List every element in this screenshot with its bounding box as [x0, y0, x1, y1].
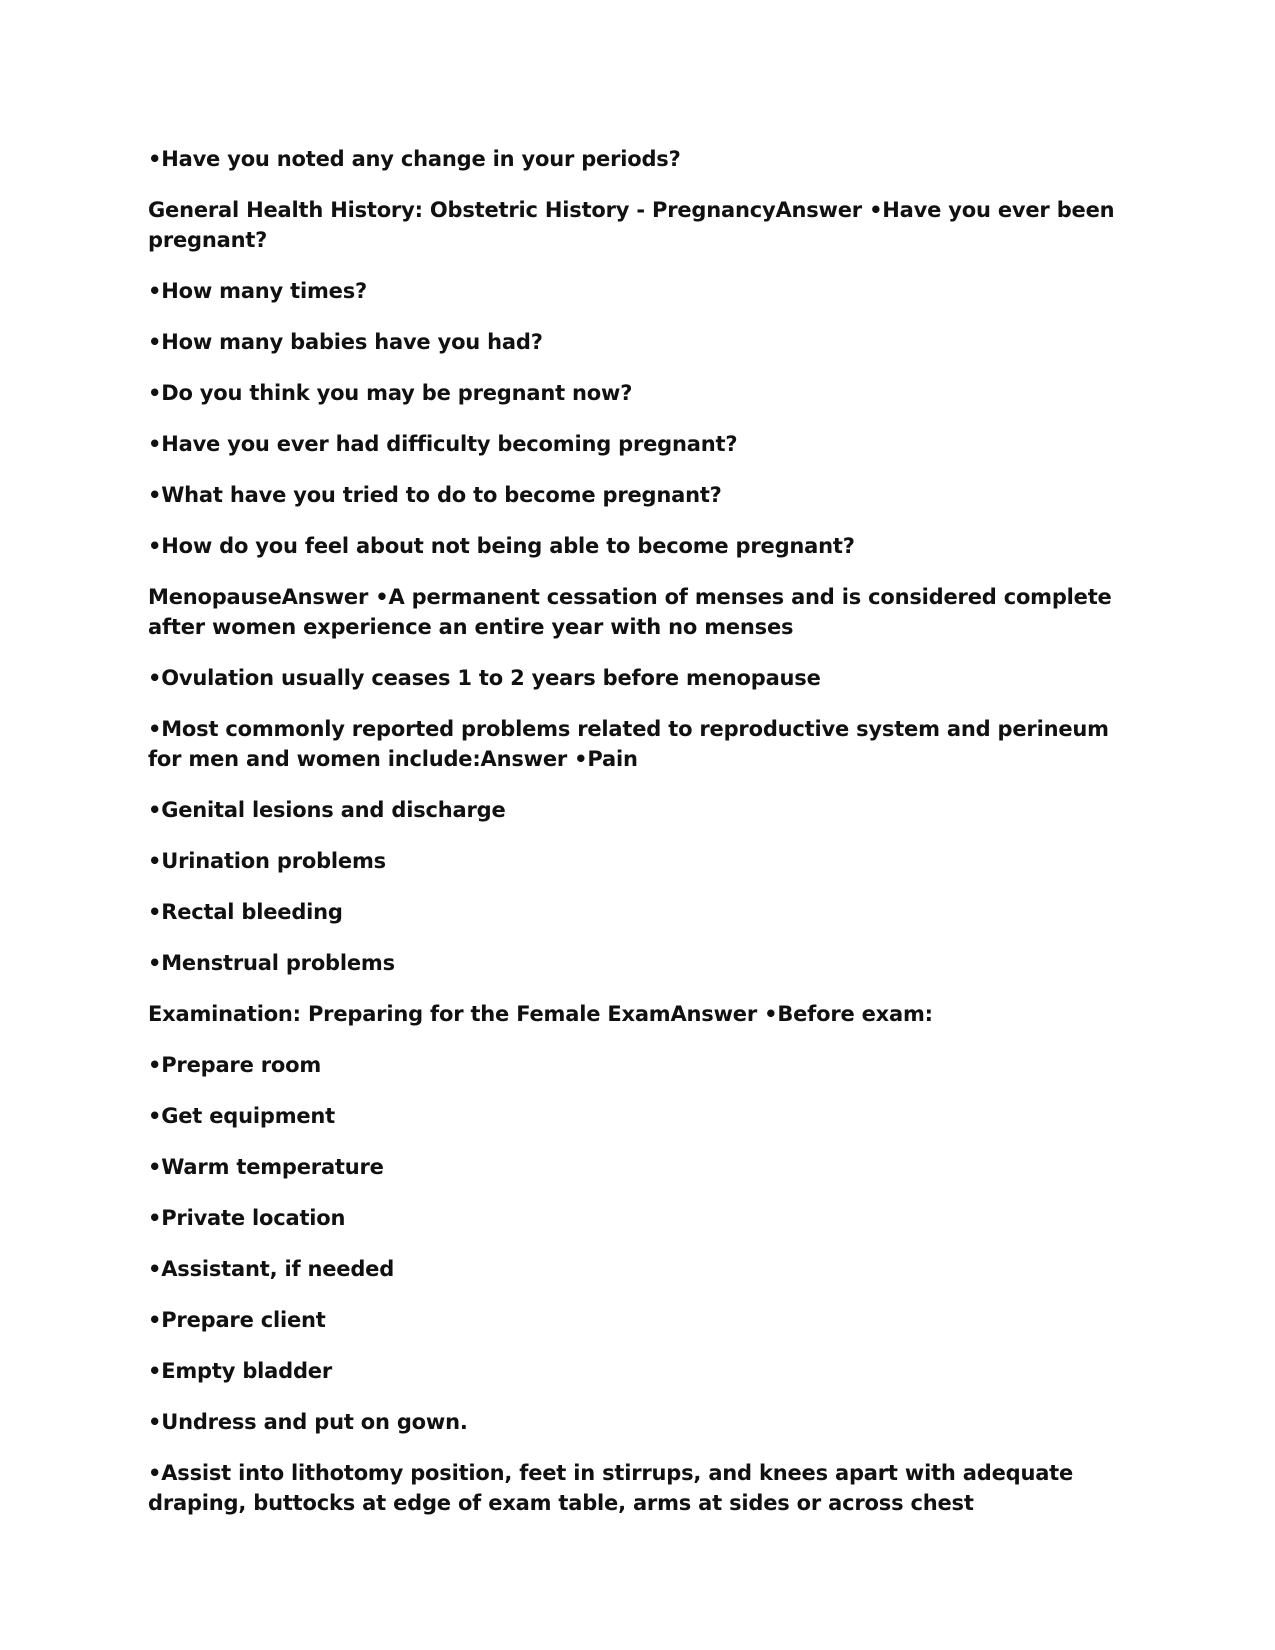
list-item: •Have you ever had difficulty becoming pregnant?: [148, 432, 738, 456]
list-item: •Prepare room: [148, 1053, 322, 1077]
document-body: [148, 144, 1138, 1539]
list-item: •Do you think you may be pregnant now?: [148, 381, 633, 405]
list-item: •How do you feel about not being able to become pregnant?: [148, 534, 855, 558]
list-item: •Empty bladder: [148, 1359, 332, 1383]
reported-problems-heading: •Most commonly reported problems related to reproductive system and perineum for men and women include:Answer •Pain: [148, 717, 1109, 771]
list-item: •What have you tried to do to become pregnant?: [148, 483, 722, 507]
question-periods-change: •Have you noted any change in your periods?: [148, 147, 681, 171]
list-item: •How many times?: [148, 279, 367, 303]
list-item: •Undress and put on gown.: [148, 1410, 468, 1434]
list-item: •Rectal bleeding: [148, 900, 343, 924]
menopause-heading: MenopauseAnswer •A permanent cessation of menses and is considered complete after women experience an entire year with no menses: [148, 585, 1112, 639]
list-item: •Warm temperature: [148, 1155, 384, 1179]
list-item: •Get equipment: [148, 1104, 336, 1128]
list-item: •Ovulation usually ceases 1 to 2 years before menopause: [148, 666, 821, 690]
list-item: •Private location: [148, 1206, 346, 1230]
list-item: •Menstrual problems: [148, 951, 395, 975]
list-item: •Genital lesions and discharge: [148, 798, 506, 822]
list-item: •Urination problems: [148, 849, 386, 873]
list-item: •Assist into lithotomy position, feet in stirrups, and knees apart with adequate draping, buttocks at edge of exam table, arms at sides or across chest: [148, 1461, 1074, 1515]
obstetric-history-heading: General Health History: Obstetric History - PregnancyAnswer •Have you ever been pregnant?: [148, 198, 1115, 252]
list-item: •Prepare client: [148, 1308, 326, 1332]
list-item: •Assistant, if needed: [148, 1257, 395, 1281]
female-exam-heading: Examination: Preparing for the Female ExamAnswer •Before exam:: [148, 1002, 933, 1026]
list-item: •How many babies have you had?: [148, 330, 543, 354]
